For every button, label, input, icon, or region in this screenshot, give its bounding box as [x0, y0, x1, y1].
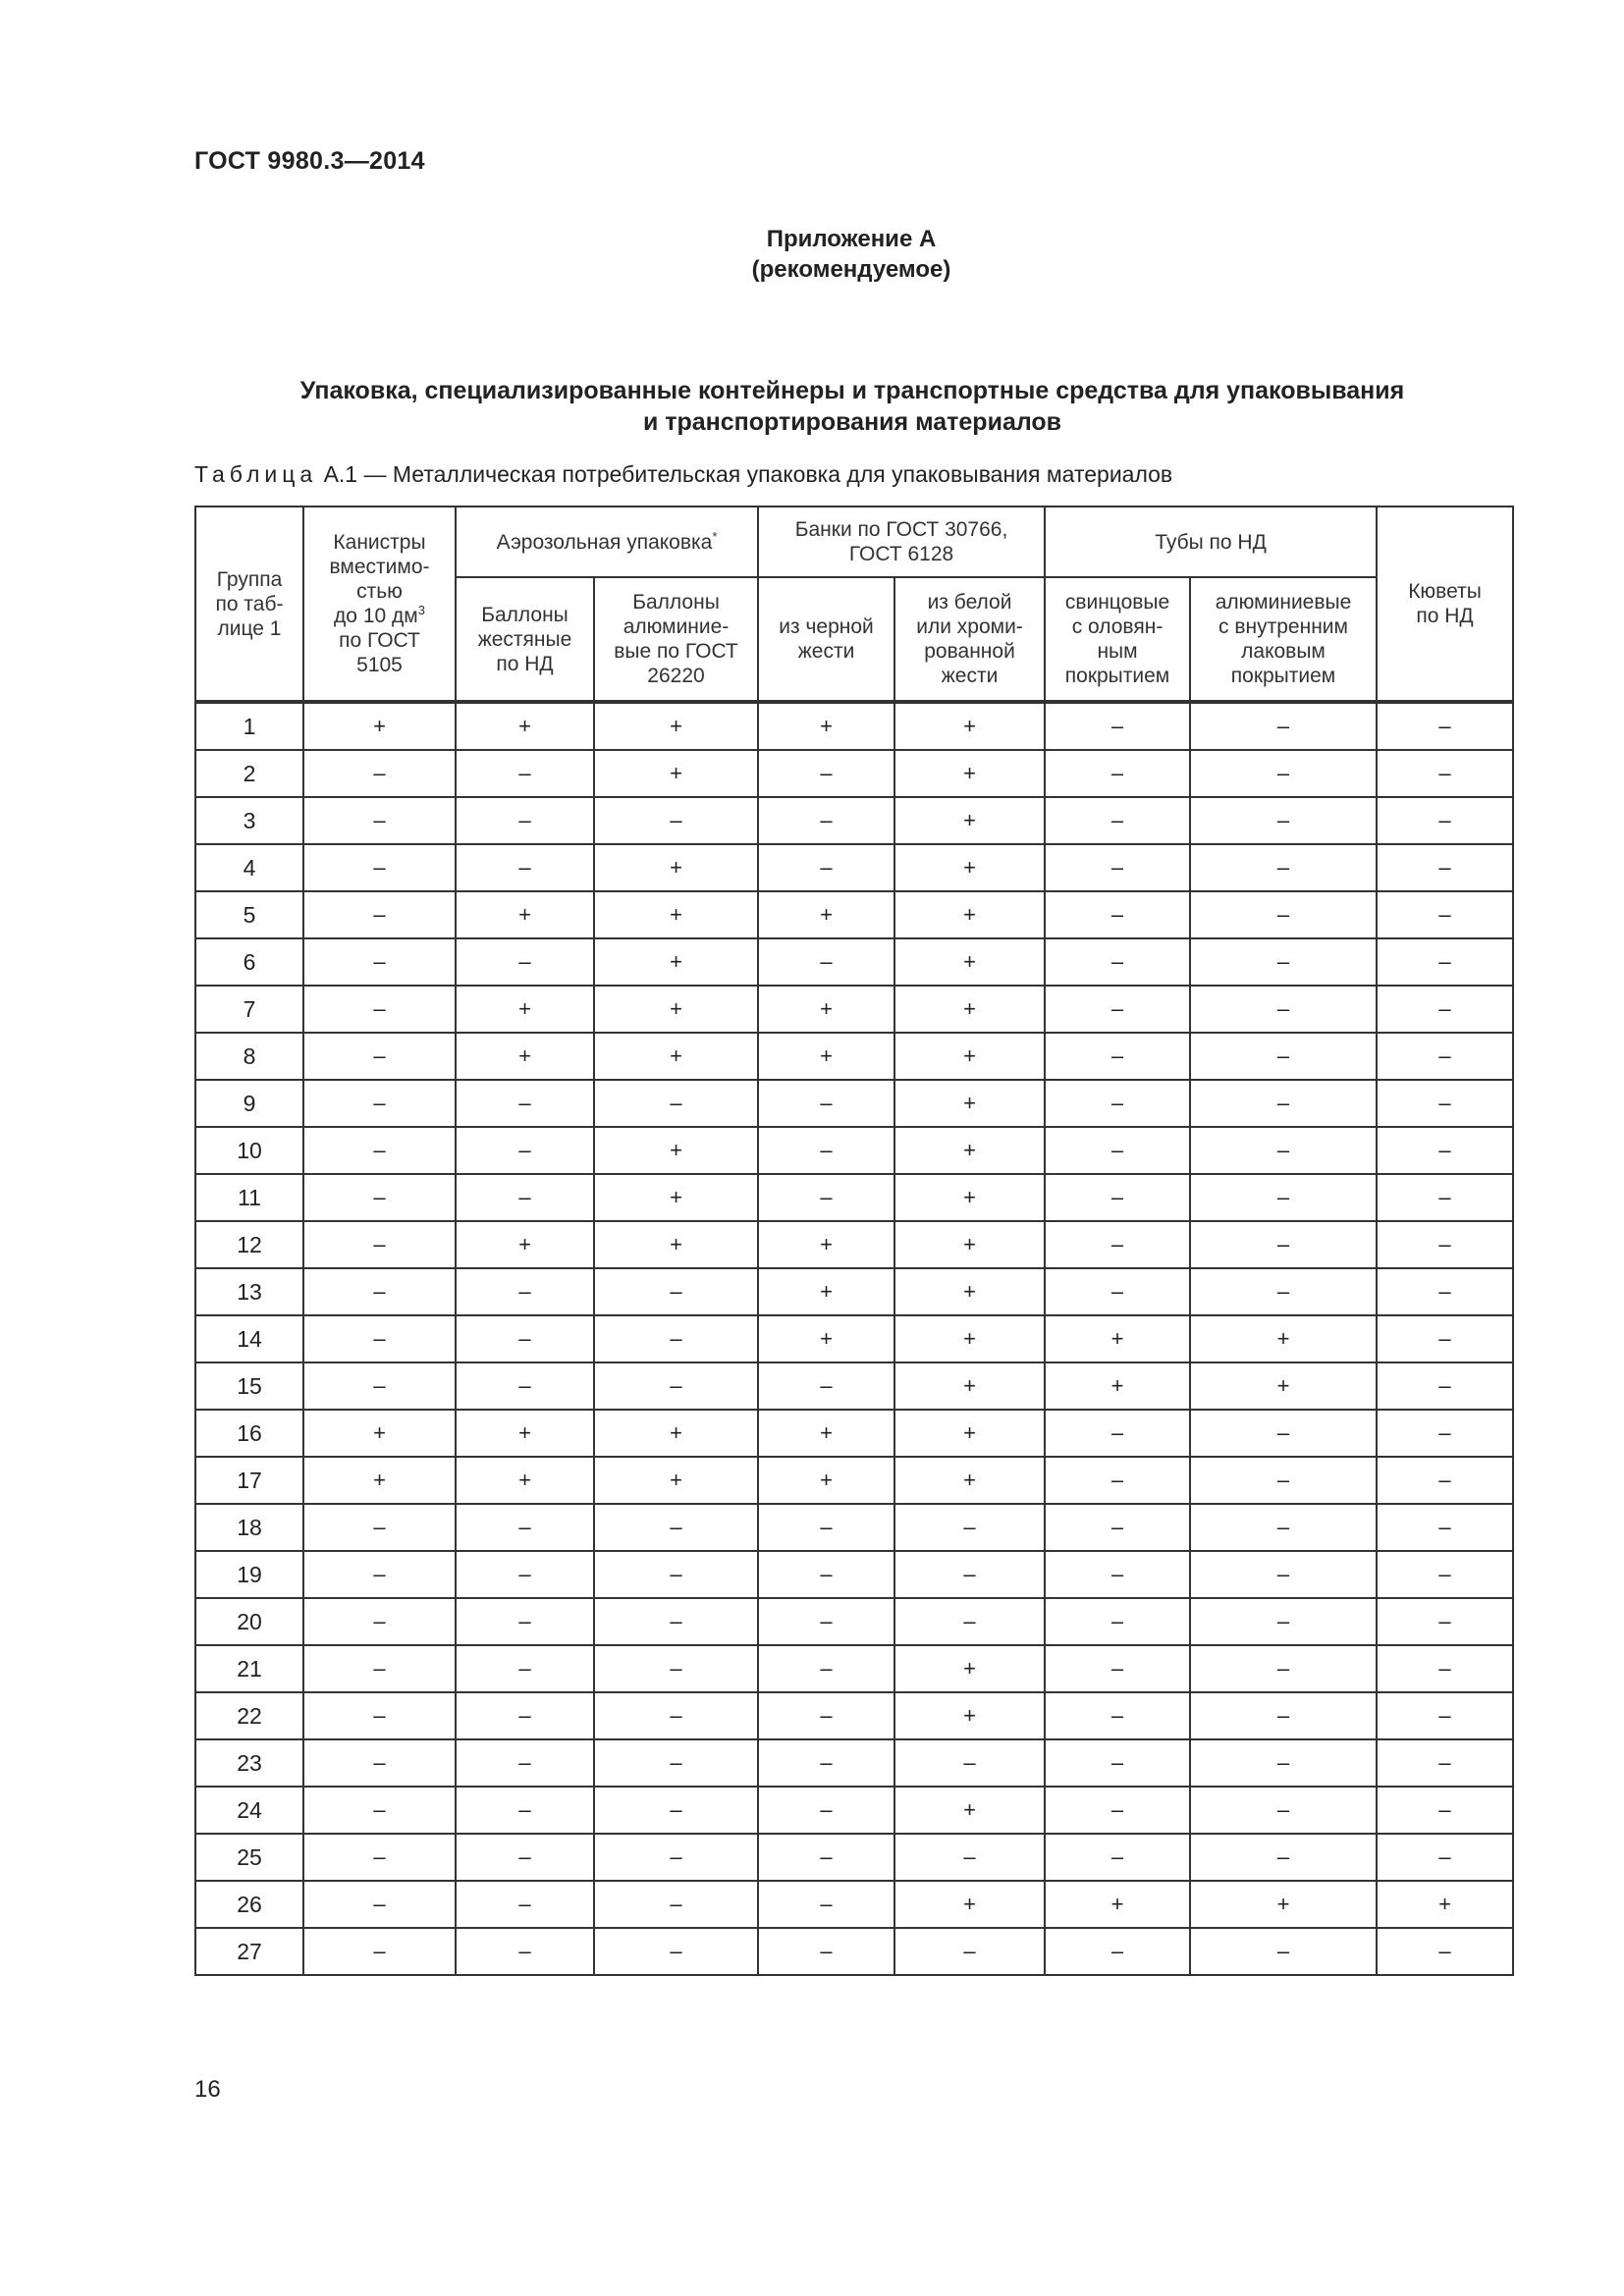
- mark-cell: –: [1045, 1504, 1190, 1551]
- mark-cell: –: [303, 1834, 456, 1881]
- mark-cell: –: [456, 1315, 594, 1362]
- mark-cell: –: [1377, 1457, 1513, 1504]
- mark-cell: –: [303, 1268, 456, 1315]
- mark-cell: +: [1190, 1315, 1377, 1362]
- mark-cell: –: [758, 938, 894, 986]
- mark-cell: +: [894, 1457, 1045, 1504]
- group-number-cell: 25: [195, 1834, 303, 1881]
- mark-cell: –: [303, 1033, 456, 1080]
- mark-cell: –: [303, 1787, 456, 1834]
- header-tins: Банки по ГОСТ 30766, ГОСТ 6128: [758, 507, 1045, 577]
- mark-cell: –: [1377, 938, 1513, 986]
- mark-cell: –: [1377, 1692, 1513, 1739]
- mark-cell: +: [303, 1410, 456, 1457]
- mark-cell: –: [456, 1928, 594, 1975]
- mark-cell: +: [758, 1410, 894, 1457]
- header-tubes-aluminium: алюминиевые с внутренним лаковым покрытием: [1190, 577, 1377, 702]
- mark-cell: –: [1377, 844, 1513, 891]
- mark-cell: –: [303, 1692, 456, 1739]
- group-number-cell: 14: [195, 1315, 303, 1362]
- mark-cell: +: [758, 891, 894, 938]
- mark-cell: +: [594, 891, 758, 938]
- mark-cell: –: [1045, 938, 1190, 986]
- mark-cell: –: [1045, 1551, 1190, 1598]
- table-row: [195, 702, 1513, 750]
- mark-cell: –: [456, 797, 594, 844]
- group-number-cell: 21: [195, 1645, 303, 1692]
- table-row: [195, 1174, 1513, 1221]
- section-title-line-2: и транспортирования материалов: [642, 408, 1062, 436]
- mark-cell: –: [456, 844, 594, 891]
- mark-cell: –: [1190, 797, 1377, 844]
- mark-cell: +: [758, 986, 894, 1033]
- mark-cell: +: [894, 1645, 1045, 1692]
- mark-cell: +: [758, 1033, 894, 1080]
- mark-cell: –: [303, 750, 456, 797]
- mark-cell: –: [1377, 702, 1513, 750]
- mark-cell: +: [758, 1315, 894, 1362]
- mark-cell: +: [456, 702, 594, 750]
- mark-cell: –: [594, 1881, 758, 1928]
- mark-cell: +: [594, 1410, 758, 1457]
- mark-cell: –: [758, 1645, 894, 1692]
- mark-cell: –: [894, 1928, 1045, 1975]
- appendix-subtitle: (рекомендуемое): [751, 256, 951, 283]
- mark-cell: –: [303, 1645, 456, 1692]
- mark-cell: +: [894, 750, 1045, 797]
- header-cuvettes: Кюветы по НД: [1377, 507, 1513, 702]
- mark-cell: –: [1045, 1928, 1190, 1975]
- section-title: [194, 375, 1510, 438]
- mark-cell: –: [1377, 1033, 1513, 1080]
- mark-cell: –: [1190, 1221, 1377, 1268]
- mark-cell: +: [456, 1221, 594, 1268]
- mark-cell: +: [758, 1268, 894, 1315]
- table-row: [195, 1315, 1513, 1362]
- mark-cell: –: [303, 1080, 456, 1127]
- mark-cell: –: [1190, 938, 1377, 986]
- mark-cell: –: [1045, 1834, 1190, 1881]
- group-number-cell: 1: [195, 702, 303, 750]
- mark-cell: –: [456, 1080, 594, 1127]
- group-number-cell: 24: [195, 1787, 303, 1834]
- mark-cell: –: [894, 1504, 1045, 1551]
- group-number-cell: 3: [195, 797, 303, 844]
- mark-cell: –: [303, 1221, 456, 1268]
- page-number: 16: [194, 2076, 221, 2103]
- mark-cell: +: [894, 1268, 1045, 1315]
- mark-cell: –: [1190, 1928, 1377, 1975]
- mark-cell: –: [1377, 750, 1513, 797]
- mark-cell: –: [758, 1551, 894, 1598]
- group-number-cell: 22: [195, 1692, 303, 1739]
- mark-cell: +: [303, 1457, 456, 1504]
- table-caption-text: А.1 — Металлическая потребительская упаковка для упаковывания материалов: [317, 461, 1173, 487]
- mark-cell: –: [594, 1551, 758, 1598]
- header-canisters: Канистры вместимо- стью до 10 $дм^3$ по ГОСТ 5105: [303, 507, 456, 702]
- group-number-cell: 17: [195, 1457, 303, 1504]
- mark-cell: –: [1190, 1692, 1377, 1739]
- mark-cell: –: [594, 1834, 758, 1881]
- mark-cell: –: [1190, 1080, 1377, 1127]
- mark-cell: +: [594, 702, 758, 750]
- mark-cell: –: [456, 1598, 594, 1645]
- group-number-cell: 7: [195, 986, 303, 1033]
- mark-cell: –: [1377, 1362, 1513, 1410]
- header-tins-black: из черной жести: [758, 577, 894, 702]
- group-number-cell: 27: [195, 1928, 303, 1975]
- table-row: [195, 1834, 1513, 1881]
- appendix-heading: [0, 224, 1624, 285]
- mark-cell: –: [1045, 797, 1190, 844]
- mark-cell: –: [1377, 1080, 1513, 1127]
- mark-cell: –: [1045, 1127, 1190, 1174]
- mark-cell: +: [456, 1033, 594, 1080]
- mark-cell: –: [1377, 1221, 1513, 1268]
- group-number-cell: 18: [195, 1504, 303, 1551]
- group-number-cell: 20: [195, 1598, 303, 1645]
- mark-cell: –: [594, 1315, 758, 1362]
- header-aerosol: Аэрозольная упаковка*: [456, 507, 758, 577]
- mark-cell: +: [894, 702, 1045, 750]
- mark-cell: –: [303, 1362, 456, 1410]
- group-number-cell: 6: [195, 938, 303, 986]
- header-group: Группа по таб- лице 1: [195, 507, 303, 702]
- mark-cell: +: [594, 1033, 758, 1080]
- table-row: [195, 1787, 1513, 1834]
- table-row: [195, 1080, 1513, 1127]
- mark-cell: –: [1045, 1645, 1190, 1692]
- mark-cell: –: [594, 797, 758, 844]
- group-number-cell: 10: [195, 1127, 303, 1174]
- table-row: [195, 1928, 1513, 1975]
- mark-cell: –: [1190, 1787, 1377, 1834]
- mark-cell: –: [758, 1598, 894, 1645]
- mark-cell: +: [594, 938, 758, 986]
- mark-cell: –: [594, 1928, 758, 1975]
- mark-cell: +: [303, 702, 456, 750]
- mark-cell: +: [1045, 1315, 1190, 1362]
- mark-cell: –: [594, 1739, 758, 1787]
- group-number-cell: 26: [195, 1881, 303, 1928]
- mark-cell: –: [894, 1834, 1045, 1881]
- mark-cell: +: [894, 1315, 1045, 1362]
- table-row: [195, 1457, 1513, 1504]
- mark-cell: +: [456, 1457, 594, 1504]
- group-number-cell: 15: [195, 1362, 303, 1410]
- mark-cell: –: [1377, 797, 1513, 844]
- mark-cell: –: [303, 1315, 456, 1362]
- mark-cell: –: [303, 938, 456, 986]
- mark-cell: +: [894, 938, 1045, 986]
- mark-cell: +: [1045, 1881, 1190, 1928]
- mark-cell: –: [1377, 1410, 1513, 1457]
- mark-cell: –: [594, 1598, 758, 1645]
- table-row: [195, 1504, 1513, 1551]
- table-row: [195, 797, 1513, 844]
- mark-cell: –: [594, 1268, 758, 1315]
- mark-cell: –: [758, 797, 894, 844]
- group-number-cell: 2: [195, 750, 303, 797]
- table-row: [195, 844, 1513, 891]
- mark-cell: –: [1190, 1268, 1377, 1315]
- packaging-table: [194, 506, 1514, 1976]
- mark-cell: +: [456, 1410, 594, 1457]
- mark-cell: +: [1190, 1881, 1377, 1928]
- table-row: [195, 1221, 1513, 1268]
- mark-cell: –: [758, 1787, 894, 1834]
- mark-cell: +: [594, 844, 758, 891]
- mark-cell: +: [894, 1033, 1045, 1080]
- group-number-cell: 16: [195, 1410, 303, 1457]
- mark-cell: –: [1377, 1645, 1513, 1692]
- mark-cell: –: [1377, 1268, 1513, 1315]
- mark-cell: –: [594, 1080, 758, 1127]
- mark-cell: +: [758, 1221, 894, 1268]
- mark-cell: –: [1377, 1787, 1513, 1834]
- mark-cell: –: [303, 1598, 456, 1645]
- mark-cell: +: [594, 750, 758, 797]
- mark-cell: –: [1377, 1551, 1513, 1598]
- mark-cell: –: [1045, 1457, 1190, 1504]
- mark-cell: –: [1190, 891, 1377, 938]
- mark-cell: –: [1045, 1410, 1190, 1457]
- header-aerosol-aluminium: Баллоны алюминие- вые по ГОСТ 26220: [594, 577, 758, 702]
- mark-cell: –: [456, 1504, 594, 1551]
- mark-cell: +: [894, 1362, 1045, 1410]
- mark-cell: –: [1377, 1739, 1513, 1787]
- group-number-cell: 19: [195, 1551, 303, 1598]
- table-row: [195, 1645, 1513, 1692]
- mark-cell: –: [1045, 1268, 1190, 1315]
- mark-cell: –: [894, 1551, 1045, 1598]
- header-tubes: Тубы по НД: [1045, 507, 1377, 577]
- mark-cell: –: [1377, 1127, 1513, 1174]
- footnote-mark: *: [712, 528, 718, 544]
- mark-cell: –: [594, 1504, 758, 1551]
- mark-cell: +: [894, 891, 1045, 938]
- mark-cell: +: [456, 891, 594, 938]
- mark-cell: –: [1190, 1645, 1377, 1692]
- mark-cell: –: [1190, 844, 1377, 891]
- mark-cell: –: [456, 1551, 594, 1598]
- mark-cell: +: [1190, 1362, 1377, 1410]
- header-tubes-lead: свинцовые с оловян- ным покрытием: [1045, 577, 1190, 702]
- mark-cell: –: [758, 1834, 894, 1881]
- mark-cell: –: [456, 1268, 594, 1315]
- mark-cell: +: [894, 1127, 1045, 1174]
- mark-cell: –: [1045, 844, 1190, 891]
- mark-cell: –: [1377, 1504, 1513, 1551]
- mark-cell: –: [303, 1174, 456, 1221]
- table-body: [195, 702, 1513, 1975]
- mark-cell: –: [1190, 750, 1377, 797]
- mark-cell: –: [1190, 1410, 1377, 1457]
- mark-cell: –: [1045, 1598, 1190, 1645]
- mark-cell: +: [758, 702, 894, 750]
- group-number-cell: 13: [195, 1268, 303, 1315]
- mark-cell: –: [758, 844, 894, 891]
- mark-cell: –: [1045, 750, 1190, 797]
- table-row: [195, 1881, 1513, 1928]
- section-title-line-1: Упаковка, специализированные контейнеры и транспортные средства для упаковывания: [299, 377, 1405, 404]
- table-row: [195, 1268, 1513, 1315]
- mark-cell: –: [594, 1692, 758, 1739]
- mark-cell: –: [456, 1739, 594, 1787]
- group-number-cell: 12: [195, 1221, 303, 1268]
- mark-cell: +: [456, 986, 594, 1033]
- mark-cell: –: [303, 1551, 456, 1598]
- table-row: [195, 1692, 1513, 1739]
- mark-cell: –: [1190, 1504, 1377, 1551]
- mark-cell: –: [1190, 702, 1377, 750]
- mark-cell: +: [894, 1080, 1045, 1127]
- mark-cell: –: [303, 1127, 456, 1174]
- mark-cell: –: [894, 1739, 1045, 1787]
- mark-cell: –: [1190, 1127, 1377, 1174]
- mark-cell: +: [594, 1127, 758, 1174]
- mark-cell: –: [1190, 1739, 1377, 1787]
- group-number-cell: 5: [195, 891, 303, 938]
- mark-cell: –: [1045, 1080, 1190, 1127]
- mark-cell: +: [894, 1787, 1045, 1834]
- header-aerosol-tin: Баллоны жестяные по НД: [456, 577, 594, 702]
- mark-cell: –: [1045, 1692, 1190, 1739]
- mark-cell: –: [758, 1692, 894, 1739]
- table-row: [195, 1033, 1513, 1080]
- mark-cell: –: [456, 1174, 594, 1221]
- mark-cell: +: [1045, 1362, 1190, 1410]
- mark-cell: –: [456, 1834, 594, 1881]
- group-number-cell: 4: [195, 844, 303, 891]
- table-row: [195, 891, 1513, 938]
- table-row: [195, 1739, 1513, 1787]
- mark-cell: –: [1045, 702, 1190, 750]
- mark-cell: –: [1190, 1174, 1377, 1221]
- header-tins-white: из белой или хроми- рованной жести: [894, 577, 1045, 702]
- mark-cell: –: [1045, 891, 1190, 938]
- mark-cell: –: [303, 1928, 456, 1975]
- mark-cell: –: [1045, 986, 1190, 1033]
- mark-cell: –: [303, 1881, 456, 1928]
- mark-cell: –: [1190, 986, 1377, 1033]
- mark-cell: +: [1377, 1881, 1513, 1928]
- mark-cell: –: [456, 1787, 594, 1834]
- mark-cell: –: [758, 1881, 894, 1928]
- mark-cell: –: [456, 1362, 594, 1410]
- mark-cell: +: [894, 1692, 1045, 1739]
- mark-cell: –: [1045, 1174, 1190, 1221]
- mark-cell: +: [894, 1174, 1045, 1221]
- table-row: [195, 938, 1513, 986]
- mark-cell: –: [303, 844, 456, 891]
- mark-cell: –: [594, 1787, 758, 1834]
- mark-cell: –: [456, 1881, 594, 1928]
- mark-cell: –: [456, 1692, 594, 1739]
- table-row: [195, 1410, 1513, 1457]
- mark-cell: –: [758, 1928, 894, 1975]
- group-number-cell: 11: [195, 1174, 303, 1221]
- document-id: ГОСТ 9980.3—2014: [194, 147, 425, 175]
- mark-cell: –: [456, 938, 594, 986]
- mark-cell: –: [894, 1598, 1045, 1645]
- mark-cell: –: [1045, 1221, 1190, 1268]
- mark-cell: +: [894, 797, 1045, 844]
- table-row: [195, 750, 1513, 797]
- mark-cell: –: [456, 1645, 594, 1692]
- mark-cell: –: [1045, 1739, 1190, 1787]
- mark-cell: –: [758, 750, 894, 797]
- mark-cell: –: [1190, 1457, 1377, 1504]
- mark-cell: –: [303, 986, 456, 1033]
- group-number-cell: 23: [195, 1739, 303, 1787]
- mark-cell: –: [303, 1504, 456, 1551]
- mark-cell: +: [594, 1221, 758, 1268]
- table-caption: [194, 461, 1172, 488]
- mark-cell: +: [894, 844, 1045, 891]
- mark-cell: –: [1377, 1174, 1513, 1221]
- table-row: [195, 986, 1513, 1033]
- group-number-cell: 9: [195, 1080, 303, 1127]
- mark-cell: +: [894, 1221, 1045, 1268]
- mark-cell: –: [1377, 1834, 1513, 1881]
- mark-cell: +: [758, 1457, 894, 1504]
- mark-cell: –: [758, 1504, 894, 1551]
- mark-cell: –: [1377, 1928, 1513, 1975]
- table-row: [195, 1551, 1513, 1598]
- table-row: [195, 1127, 1513, 1174]
- mark-cell: –: [758, 1127, 894, 1174]
- mark-cell: –: [1190, 1834, 1377, 1881]
- mark-cell: –: [303, 891, 456, 938]
- mark-cell: +: [894, 1410, 1045, 1457]
- mark-cell: –: [1377, 1315, 1513, 1362]
- mark-cell: –: [594, 1645, 758, 1692]
- mark-cell: –: [758, 1080, 894, 1127]
- table-row: [195, 1362, 1513, 1410]
- table-row: [195, 1598, 1513, 1645]
- mark-cell: –: [1190, 1598, 1377, 1645]
- mark-cell: –: [456, 1127, 594, 1174]
- mark-cell: –: [1377, 986, 1513, 1033]
- mark-cell: +: [594, 1174, 758, 1221]
- group-number-cell: 8: [195, 1033, 303, 1080]
- mark-cell: –: [1377, 1598, 1513, 1645]
- appendix-title: Приложение А: [766, 226, 937, 252]
- mark-cell: –: [1190, 1033, 1377, 1080]
- mark-cell: +: [594, 986, 758, 1033]
- mark-cell: +: [894, 1881, 1045, 1928]
- mark-cell: –: [758, 1739, 894, 1787]
- mark-cell: –: [1045, 1787, 1190, 1834]
- mark-cell: –: [303, 1739, 456, 1787]
- mark-cell: +: [594, 1457, 758, 1504]
- mark-cell: –: [758, 1362, 894, 1410]
- mark-cell: –: [303, 797, 456, 844]
- mark-cell: –: [1377, 891, 1513, 938]
- mark-cell: –: [594, 1362, 758, 1410]
- mark-cell: +: [894, 986, 1045, 1033]
- mark-cell: –: [456, 750, 594, 797]
- mark-cell: –: [1190, 1551, 1377, 1598]
- mark-cell: –: [758, 1174, 894, 1221]
- table-caption-prefix: Таблица: [194, 461, 318, 487]
- mark-cell: –: [1045, 1033, 1190, 1080]
